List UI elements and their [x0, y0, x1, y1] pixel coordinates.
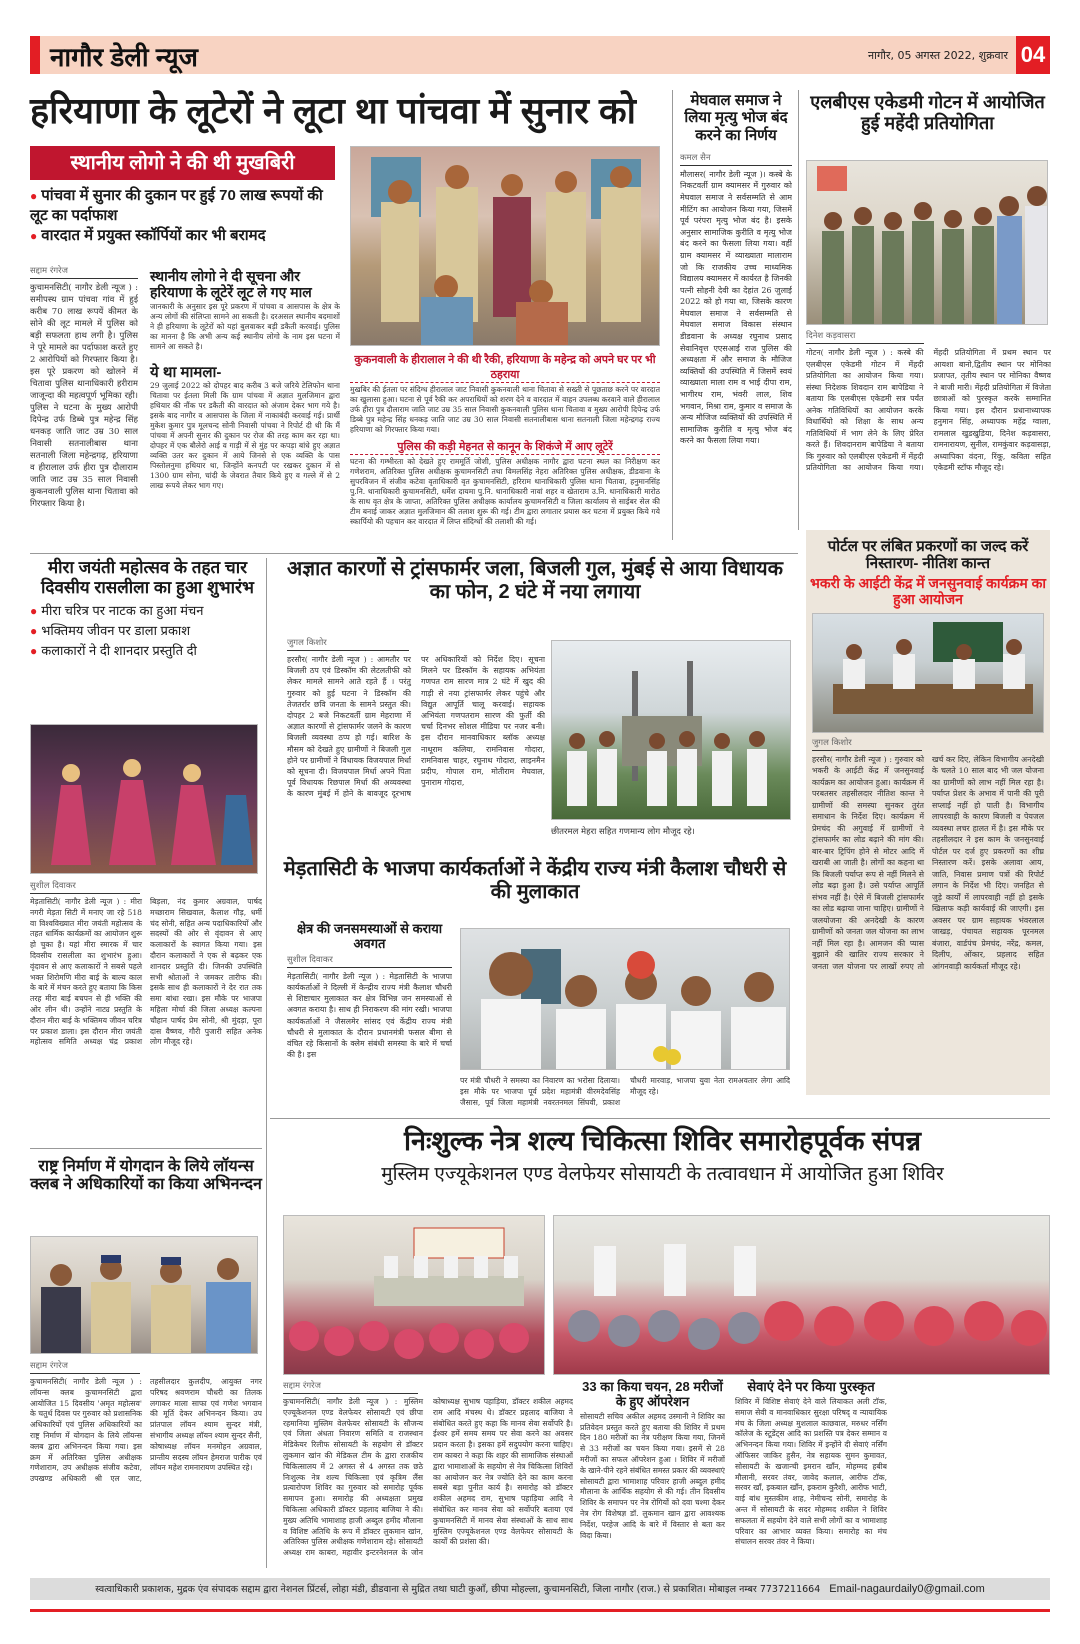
lead-kicker: स्थानीय लोगो ने की थी मुखबिरी	[30, 146, 335, 180]
eye-camp-byline: सद्दाम रंगरेज	[283, 1380, 418, 1394]
meghwal-story	[680, 92, 792, 541]
section-divider	[30, 1148, 262, 1149]
meghwal-body: मौलासर( नागौर डेली न्यूज )। कस्बे के निकटवर्ती ग्राम क्यामसर में गुरुवार को मेघवाल समाज ने सर्वसम्मति से आम मीटिंग का आयोजन किया गया, जिसमें पूर्व परंपरा मृत्यु भोज बंद है। इसके अनुसार सामाजिक कुरीति व मृत्यु भोज बंद करने का फैसला लिया गया। वहीं ग्राम क्यामसर में व्याख्याता मालाराम जो कि राजकीय उच्च माध्यमिक विद्यालय क्यामसर में कार्यरत है जिनकी पत्नी सोहनी देवी का देहांत 26 जुलाई 2022 को हो गया था, जिसके कारण मेघवाल समाज ने सर्वसम्मति से मेघवाल समाज विकास संस्थान डीडवाना के अध्यक्ष रघुनाथ प्रसाद सेवानिवृत्त एएसआई राज पुलिस की अध्यक्षता में और समाज के मौजिज व्यक्तियों की उपस्थिति में जिसमें स्वयं व्याख्याता माला राम व भाई दीपा राम, भागीरथ राम, भंवरी लाल, शिव भगवान, मिश्रा राम, कुमार व समाज के अन्य मौजिज व्यक्तियों की उपस्थिति में सामाजिक कुरीति व मृत्यु भोज बंद करने का फैसला लिया गया।	[680, 169, 792, 446]
patients-illustration	[554, 1216, 1050, 1375]
lions-byline: सद्दाम रंगरेज	[30, 1360, 140, 1374]
portal-byline: जुगल किशोर	[812, 737, 922, 751]
eye-camp-body: कुचामनसिटी( नागौर डेली न्यूज ) : मुस्लिम एज्यूकेशनल एण्ड वेलफेयर सोसायटी एवं छीपा रहमानिया मुस्लिम वेलफेयर सोसायटी के सौजन्य एवं जिला अंधता निवारण समिति व राजस्थान मेडिकेयर रिलीफ सोसायटी के सहयोग से डॉक्टर लुकमान खांन की मेडिकल टीम के द्वारा राजकीय चिकित्सालय में 2 अगस्त से 4 अगस्त तक छठे निःशुल्क नेत्र शल्य चिकित्सा एवं कृत्रिम लैंस प्रत्यारोपण शिविर का गुरुवार को समारोह पूर्वक समापन हुआ। समारोह की अध्यक्षता प्रमुख चिकित्सा अधिकारी डॉक्टर प्रहलाद बाजिया ने की। मुख्य अतिथि भामाशाह हाजी अब्दुल हमीद मौलाना व विशिष्ट अतिथि के रूप में डॉक्टर लुकमान खांन, अतिरिक्त पुलिस अधीक्षक गणेशाराम रहे। सोसायटी अध्यक्ष राम काबरा, महावीर इन्टरनेशनल के जोन कोषाध्यक्ष सुभाष पहाड़िया, डॉक्टर शकील अहमद राम आदि मंचस्थ थे। डॉक्टर प्रहलाद बाजिया ने संबोधित करते हुए कहा कि मानव सेवा सर्वोपरि है। ईश्वर हमें समय समय पर सेवा करने का अवसर प्रदान करता है। इसका हमें सदुपयोग करना चाहिए। राम काबरा ने कहा कि शहर की सामाजिक संस्थाओं द्वारा भामाशाओं के सहयोग से नेत्र चिकित्सा शिविरों का आयोजन कर नेत्र ज्योति देने का काम करना सबसे बड़ा पुनीत कार्य है। समारोह को डॉक्टर शकील अहमद राम, सुभाष पहाड़िया आदि ने संबोधित कर मानव सेवा को सर्वोपरि बताया एवं कुचामनसिटी में मानव सेवा संस्थाओं के साथ साथ मुस्लिम एज्यूकेशनल एण्ड वेलफेयर सोसायटी के कार्यों की प्रशंसा की।	[283, 1397, 573, 1558]
section-divider	[30, 553, 798, 554]
transformer-illustration	[552, 641, 791, 820]
page-number: 04	[1016, 36, 1050, 74]
eye-camp-sub2-body-continued	[895, 1380, 1050, 1570]
transformer-text	[287, 637, 545, 844]
lead-side-body: जानकारी के अनुसार इस पूरे प्रकरण में पांचवा व आसपास के क्षेत्र के अन्य लोगों की संलिप्ता सामने आ सकती है। दरअसल स्थानीय बदमाशों ने ही हरियाणा के लूटेरों को यहां बुलवाकर बड़ी डकैती करवाई। पुलिस का मानना है कि अभी अन्य कई स्थानीय लोगो के नाम इस घटना में सामने आ सकते है।	[150, 302, 340, 352]
case-headline: ये था मामला-	[150, 364, 222, 382]
eye-camp-photo-patients	[553, 1215, 1050, 1375]
lead-headline: हरियाणा के लूटेरों ने लूटा था पांचवा में सुनार को	[30, 90, 637, 131]
eye-camp-headline: निःशुल्क नेत्र शल्य चिकित्सा शिविर समारोहपूर्वक संपन्न	[403, 1126, 922, 1156]
lead-column	[30, 265, 138, 567]
lions-headline: राष्ट्र निर्माण में योगदान के लिये लॉयन्स क्लब ने अधिकारियों का किया अभिनन्दन	[30, 1158, 262, 1194]
meghwal-byline: कमल सैन	[680, 152, 792, 166]
masthead	[30, 36, 1050, 74]
lions-text	[30, 1360, 262, 1572]
section-divider	[270, 1118, 1050, 1119]
bjp-body: मेड़तासिटी( नागौर डेली न्यूज ) : मेड़तासिटी के भाजपा कार्यकर्ताओं ने दिल्ली में केन्द्रीय राज्य मंत्री कैलाश चौधरी से शिष्टाचार मुलाकात कर क्षेत्र विभिन्न जन समस्याओं से अवगत कराया है। साथ ही निराकरण की मांग रखी। भाजपा कार्यकर्ताओं ने जैसलमेर सांसद एवं केंद्रीय राज्य मंत्री चौधरी से मुलाकात के दौरान प्रधानमंत्री फसल बीमा से वंचित रहे किसानों के क्लेम संबंधी समस्या के बारे में चर्चा की है। इस	[287, 971, 452, 1060]
meera-byline: सुशील दिवाकर	[30, 880, 140, 894]
eye-camp-text	[283, 1380, 573, 1577]
paper-name: नागौर डेली न्यूज	[50, 42, 198, 72]
meera-body: मेड़तासिटी( नागौर डेली न्यूज ) : मीरा नगरी मेड़ता सिटी में मनाए जा रहे 518 वा विश्वविख्यात मीरा जयंती महोत्सव के तहत धार्मिक कार्यक्रमों का आयोजन शुरू हो चुका है। यहां मीरा स्मारक में चार दिवसीय रासलीला का शुभारंभ हुआ। वृंदावन से आए कलाकारों ने सबसे पहले भक्त शिरोमणि मीरा बाई के बाल्य काल के बारे में मंचन करते हुए बताया कि किस तरह मीरा बाई बचपन से ही भक्ति की ओर लीन थी। उन्होंने नाट्य प्रस्तुति के दौरान मीरा बाई के भक्तिमय जीवन चरित्र पर प्रकाश डाला। इस दौरान मीरा जयंती महोत्सव समिति अध्यक्ष चंद्र प्रकाश बिड़ला, नंद कुमार अग्रवाल, पार्षद मच्छाराम सिखवाल, कैलाश गौड़, धर्मी चंद सोनी, सहित अन्य पदाधिकारियों और सदस्यों की ओर से वृंदावन से आए कलाकारों के स्वागत किया गया। इस दौरान कलाकारों ने एक से बढ़कर एक शानदार प्रस्तुति दी। जिनकी उपस्थिति सभी श्रोताओं ने जमकर तारीफ की। इसके साथ ही कलाकारों ने देर रात तक समा बांधा रखा। इस मौके पर भाजपा महिला मोर्चा की जिला अध्यक्ष कल्पना चौहान पार्षद प्रेम सोनी, श्री मुंदड़ा, पूरा दास वैष्णव, गौरी पुजारी सहित अनेक लोग मौजूद रहे।	[30, 897, 262, 1047]
footer-imprint	[30, 1578, 1050, 1600]
lions-photo	[30, 1236, 258, 1354]
bjp-headline: मेड़तासिटी के भाजपा कार्यकर्ताओं ने केंद्रीय राज्य मंत्री कैलाश चौधरी से की मुलाकात	[283, 858, 787, 903]
footer-email[interactable]: Email-nagaurdaily0@gmail.com	[829, 1583, 985, 1595]
meera-bullet: ● मीरा चरित्र पर नाटक का हुआ मंचन	[30, 601, 265, 621]
eye-camp-sub1	[580, 1380, 725, 1562]
transformer-caption: छीतरमल मेहरा सहित गणमान्य लोग मौजूद रहे।	[551, 827, 695, 837]
eye-camp-sub2-body: शिविर में विशिष्ट सेवाएं देने वाले लियाकत अली टॉक, समाज सेवी व मानवाधिकार सुरक्षा परिषद् व न्यायायिक मंच के जिला अध्यक्ष मुशलाल काछवाल, मरुधर नर्सिंग कॉलेज के स्टूडेंट्स आदि का प्रशस्ति पत्र देकर सम्मान व अभिनन्दन किया गया। शिविर में इन्होंने दी सेवाएं नर्सिंग ऑफिसर जाकिर हुसैन, नेत्र सहायक सुमन कुमावत, सोसायटी के खजान्ची इमरान खाँन, मोहम्मद हबीब मौलानी, सरवर तंवर, जावेद कलाल, आरीफ टॉक, सरवर खाँ, इकबाल खाँन, इकराम कुरैशी, आरीफ भाटी, वाई बांध मुस्तकीम शाह, नेमीचन्द सोनी, समारोह के अन्त में सोसायटी के सदर मोहम्मद शकील ने शिविर सफलता में सहयोग देने वाले सभी लोगों का व भामाशाह परिवार का आभार व्यक्त किया। समारोह का मंच संचालन सरवर तंवर ने किया।	[735, 1396, 887, 1547]
column-divider	[798, 90, 799, 530]
lead-side-column	[150, 268, 340, 513]
case-body: 29 जुलाई 2022 को दोपहर बाद करीब 3 बजे जरिये टेलिफोन थाना चितावा पर ईतला मिली कि ग्राम पांचवा में अज्ञात मुलजिमान द्वारा हथियार की नौंक पर डकैती की वारदात को अंजाम देकर भाग गये है। इसके बाद नागौर व आसपास के जिला में नाकाबंदी करवाई गई। प्रार्थी मुकेश कुमार पुत्र मूलचन्द सोनी निवासी पांचवा ने रिपोर्ट दी थी कि मैं पांचवा में अपनी सुनार की दुकान पर रोज की तरह काम कर रहा था। दोपहर में एक बौलेरो आई व गाड़ी में से मुंह पर कपड़ा बांधे हुए अज्ञात व्यक्ति उतर कर दुकान में आये जिनसे से एक व्यक्ति के पास पिस्तोलनुमा हथियार था, जिन्होंने कनपटी पर रखकर दुकान में से 1300 ग्राम सोना, चांदी के जेवरात तैयार किये हुए व गल्ले में से 2 लाख रूपये लेकर भाग गए।	[150, 381, 340, 491]
lead-sub2-headline: पुलिस की कड़ी मेहनत से कानून के शिकंजे में आए लूटेरें	[350, 439, 660, 455]
mehndi-body: गोटन( नागौर डेली न्यूज ) : कस्बे की एलबीएस एकेडमी गोटन में मेंहदी प्रतियोगिता का आयोजन किया गया। संस्था निदेशक शिवदान राम बापेडिया ने बताया कि एलबीएस एकेडमी सत्र पर्यंत अनेक गतिविधियों का आयोजन करके विधार्थियो को शिक्षा के साथ अन्य गतिविधियों में भाग लेने के लिए प्रेरित करते हैं। शिवदानराम बापेडिया ने बताया कि गुरुवार को एलबीएस एकेडमी में मेंहदी प्रतियोगिता का आयोजन किया गया। मेंहदी प्रतियोगिता में प्रथम स्थान पर आयशा बानो,द्वितीय स्थान पर मोनिका प्रजापत, तृतीय स्थान पर मोनिका वैष्णव ने बाजी मारी। मेंहदी प्रतियोगिता में विजेता छात्राओं को पुरस्कृत करके सम्मानित किया गया। इस दौरान प्रधानाध्यापक हनुमान सिंह, अध्यापक महेंद्र ग्वाला, रामलाल खुडखुडिया, दिनेश कड़वासरा, रामनारायण, सुनील, रामकुंवार कड़वासड़ा, अध्यापिका वंदना, रिंकू, कविता सहित एकेडमी स्टॉफ मौजूद रहे।	[806, 348, 1051, 472]
masthead-accent-bar	[30, 36, 40, 74]
footer-imprint-text: स्वत्वाधिकारी प्रकाशक, मुद्रक एंव संपादक सद्दाम द्वारा नेशनल प्रिंटर्स, लोहा मंडी, डीडवाना से मुद्रित तथा घाटी कुआँ, छीपा मोहल्ला, कुचामनसिटी, जिला नागौर (राज.) से प्रकाशित। मोबाइल नम्बर 7737211664	[95, 1584, 821, 1595]
minister-meeting-illustration	[461, 929, 790, 1070]
transformer-photo	[551, 640, 791, 820]
portal-story	[806, 530, 1050, 1095]
eye-camp-photo-stage	[283, 1215, 545, 1375]
students-group-illustration	[807, 161, 1048, 325]
bjp-byline: सुशील दिवाकर	[287, 954, 452, 968]
bjp-body-continued: पर मंत्री चौधरी ने समस्या का निवारण का भरोसा दिलाया। इस मौके पर भाजपा पूर्व प्रदेश महामंत्री वीरमदेवसिंह जैसास, पूर्व जिला महामंत्री नवरतनमल सिंघवी, प्रकाश चौधरी मारवाड़, भाजपा युवा नेता रामअवतार लेगा आदि मौजूद रहे।	[460, 1076, 790, 1107]
meeting-illustration	[813, 614, 1043, 733]
bjp-text	[287, 922, 452, 1121]
police-group-illustration	[351, 147, 660, 346]
lead-subsection	[350, 352, 660, 537]
stage-audience-illustration	[284, 1216, 545, 1375]
portal-headline: पोर्टल पर लंबित प्रकरणों का जल्द करें निस्तारण- नीतिश कान्त	[827, 538, 1029, 573]
column-divider	[266, 558, 267, 1568]
meghwal-headline: मेघवाल समाज ने लिया मृत्यु भोज बंद करने का निर्णय	[684, 92, 788, 144]
eye-camp-sub2-headline: सेवाएं देने पर किया पुरस्कृत	[747, 1379, 875, 1394]
meera-bullets	[30, 601, 265, 661]
mehndi-headline: एलबीएस एकेडमी गोटन में आयोजित हुई महेंदी प्रतियोगिता	[810, 92, 1045, 133]
mehndi-column-1	[806, 330, 1051, 527]
dateline: नागौर, 05 अगस्त 2022, शुक्रवार	[867, 49, 1008, 62]
mehndi-byline: दिनेश कड़वासरा	[806, 330, 924, 344]
lead-body: कुचामनसिटी( नागौर डेली न्यूज ) : समीपस्थ ग्राम पांचवा गांव में हुई करीब 70 लाख रूपयें कीमत के सोने की लूट मामले में पुलिस को बड़ी सफलता हाथ लगी है। पुलिस ने पूरे मामले का पर्दाफाश करते हुए 2 आरोपियों को गिरफ्तार किया है। इस पूरे प्रकरण को खोलने में चितावा पुलिस थानाधिकारी हरीराम जाजून्दा की महत्वपूर्ण भूमिका रही। पुलिस ने घटना के मुख्य आरोपी दिपेन्द्र उर्फ डिब्बे पुत्र महेन्द्र सिंह धनकड़ जाति जाट उम्र 30 साल निवासी सतनालीबास थाना सतनाली जिला महेन्द्रगढ़, हरियाणा व हीरालाल उर्फ हीरा पुत्र दौलाराम जाति जाट उम्र 35 साल निवासी कुकनवाली पुलिस थाना चितावा को गिरफ्तार किया है।	[30, 283, 138, 509]
transformer-byline: जुगल किशोर	[287, 637, 409, 651]
lead-bullets	[30, 186, 340, 246]
lead-sub1-headline: कुकनवाली के हीरालाल ने की थी रैकी, हरियाणा के महेन्द्र को अपने घर पर भी ठहराया	[350, 352, 660, 383]
meera-photo-raasleela	[30, 724, 258, 874]
meera-story	[30, 558, 265, 661]
portal-text-area	[812, 737, 1044, 1114]
portal-photo	[812, 613, 1044, 733]
meera-bullet: ● कलाकारों ने दी शानदार प्रस्तुति दी	[30, 641, 265, 661]
mehndi-photo	[806, 160, 1048, 325]
transformer-body: हरसौर( नागौर डेली न्यूज ) : आमतौर पर बिजली ठप एवं डिस्कॉम की लेटलतीफी को लेकर मामले सामने आते रहते हैं । परंतु गुरुवार को हुई घटना ने डिस्कॉम की तेजतर्रार छवि जनता के सामने प्रस्तुत की। दोपहर 2 बजे निकटवर्ती ग्राम मेहराणा में अज्ञात कारणों से ट्रांसफार्मर जलने के कारण बिजली व्यवस्था ठप्प हो गई। बारिश के मौसम को देखते हुए ग्रामीणों ने बिजली गुल होने पर ग्रामीणों ने विधायक विजयपाल मिर्धा को सूचना दी। विजयपाल मिर्धा अपने पिता पूर्व विधायक रिछपाल मिर्धा की अव्यवस्था के कारण मुंबई में होने के बावजूद दूरभाष पर अधिकारियों को निर्देश दिए। सूचना मिलने पर डिस्कॉम के सहायक अभियंता गणपत राम सारण मात्र 2 घंटे में खुद की गाड़ी से नया ट्रांसफार्मर लेकर पहुंचे और विद्युत आपूर्ति चालू करवाई। सहायक अभियंता गणपतराम सारण की फुर्ती की चर्चा दिनभर सोशल मीडिया पर नजर बनी। इस दौरान मानवाधिकार ब्लॉक अध्यक्ष नाथूराम कलिया, रामनिवास गोदारा, रामनिवास चाहर, रघुनाथ गोदारा, लाइनमैन प्रदीप, गोपाल राम, मोतीराम मेघवाल, पुनाराम गोदारा,	[287, 655, 545, 799]
footer-rule	[30, 1609, 1050, 1612]
meera-headline: मीरा जयंती महोत्सव के तहत चार दिवसीय रासलीला का हुआ शुभारंभ	[41, 558, 254, 597]
bjp-photo	[460, 928, 790, 1070]
lead-byline: सद्दाम रंगरेज	[30, 265, 138, 279]
transformer-headline: अज्ञात कारणों से ट्रांसफार्मर जला, बिजली गुल, मुंबई से आया विधायक का फोन, 2 घंटे में नया लगाया	[286, 558, 784, 603]
bjp-subhead: क्षेत्र की जनसमस्याओं से कराया अवगत	[296, 921, 443, 951]
eye-camp-subhead: मुस्लिम एज्यूकेशनल एण्ड वेलफेयर सोसायटी के तत्वावधान में आयोजित हुआ शिविर	[381, 1164, 944, 1185]
lions-body: कुचामनसिटी( नागौर डेली न्यूज ) : लॉयन्स क्लब कुचामनसिटी द्वारा आयोजित 15 दिवसीय 'अमृत महोत्सव' के चतुर्थ दिवस पर गुरुवार को प्रशासनिक अधिकारियों एवं पुलिस अधिकारियों का राष्ट्र निर्माण में योगदान के लिये लॉयन्स क्लब द्वारा अभिनन्दन किया गया। इस क्रम में अतिरिक्त पुलिस अधीक्षक गणेशाराम, उप अधीक्षक संजीव कटेवा, उपखण्ड अधिकारी श्री एल जाट, तहसीलदार कुलदीप, आयुक्त नगर परिषद श्रवणराम चौधरी का तिलक लगाकर माला साफा एवं गणेश भगवान की मूर्ति देकर अभिनन्दन किया। उप प्रांतपाल लॉयन श्याम सुन्दर मंत्री, संभागीय अध्यक्ष लॉयन श्याम सुन्दर सैनी, कोषाध्यक्ष लॉयन मनमोहन अग्रवाल, प्रान्तीय सदस्य लॉयन हेमराज पारीक एवं लॉयन महेश रामनारायण उपस्थित रहे।	[30, 1377, 262, 1484]
lead-side-headline: स्थानीय लोगो ने दी सूचना और हरियाणा के लूटेरें लूट ले गए माल	[150, 268, 312, 301]
lead-sub2-body: घटना की गम्भीरता को देखते हुए राममूर्ति जोशी, पुलिस अधीक्षक नागौर द्वारा घटना स्थल का निरीक्षण कर गणेशराम, अतिरिक्त पुलिस अधीक्षक कुचामनसिटी तथा विमलसिंह नेहरा अतिरिक्त पुलिस अधीक्षक, डीडवाना के सुपरविजन में संजीव कटेवा वृताधिकारी वृत कुचामनसिटी, हरिराम थानाधिकारी पुलिस थाना चितावा, हनुमानसिंह पु.नि. थानाधिकारी कुचामनसिटी, धर्मेश दायमा पु.नि. थानाधिकारी नावां शहर व खेताराम उ.नि. थानाधिकारी मारोठ के साथ वृत क्षेत्र के जाप्ता, अतिरिक्त पुलिस अधीक्षक कार्यालय कुचामनसिटी व जिला कार्यालय से साईबर सेल की टीम बनाई जाकर अज्ञात मुलजिमान की तलाश शुरू की गई। टीम द्वारा लगातार प्रयास कर घटना में प्रयुक्त किये गये स्कार्पियो की पहचान कर वारदात में लिप्त संदिग्धों की तलाशी की गई।	[350, 457, 660, 526]
eye-camp-sub2	[735, 1380, 887, 1547]
meera-text	[30, 880, 262, 1087]
portal-subhead: भकरी के आईटी केंद्र में जनसुनवाई कार्यक्रम का हुआ आयोजन	[809, 574, 1047, 607]
dancers-illustration	[31, 725, 258, 874]
eye-camp-sub1-headline: 33 का किया चयन, 28 मरीजों के हुए ऑपरेशन	[582, 1379, 723, 1409]
meera-bullet: ● भक्तिमय जीवन पर डाला प्रकाश	[30, 621, 265, 641]
eye-camp-sub1-body: सोसायटी सचिव अकील अहमद उस्मानी ने शिविर का प्रतिवेदन प्रस्तुत करते हुए बताया की शिविर में प्रथम दिन 180 मरीजों का नेत्र परीक्षण किया गया, जिनमें से 33 मरीजों का चयन किया गया। इसमें से 28 मरीजों का सफल ऑपरेशन हुआ । शिविर में मरीजों के खाने-पीने रहने संबंधित समस्त प्रकार की व्यवस्थाएं सोसायटी द्वारा भामाशाह परिवार हाजी अब्दुल हमीद मौलाना के आर्थिक सहयोग से की गई। तीन दिवसीय शिविर के समापन पर नेत्र रोगियों को दवा चश्मा देकर नेत्र रोग विशेषज्ञ डॉ. लुकमान खान द्वारा आवश्यक निर्देश, परहेज आदि के बारे में विस्तार से बता कर विदा किया।	[580, 1411, 725, 1540]
column-divider	[672, 90, 673, 540]
lead-bullet: ● वारदात में प्रयुक्त स्कॉर्पियों कार भी बरामद	[30, 226, 340, 246]
felicitation-illustration	[31, 1237, 258, 1354]
portal-body: हरसौर( नागौर डेली न्यूज ) : गुरुवार को भकरी के आईटी केंद्र में जनसुनवाई कार्यक्रम का आयोजन हुआ। कार्यक्रम में परबतसर तहसीलदार नीतिश कान्त ने ग्रामीणों की समस्या सुनकर तुरंत समाधान के निर्देश दिए। कार्यक्रम में प्रेमचंद की अगुवाई में ग्रामीणों ने ट्रांसफार्मर का लोड बढ़ाने की मांग की। बार-बार ट्रिपिंग होने से मोटर आदि में खराबी आ जाती है। लोगों का कहना था कि बिजली पर्याप्त रूप से नहीं मिलने से लोड बढ़ा हुआ है। उसे पर्याप्त आपूर्ति संभव नहीं है। ऐसे में बिजली ट्रांसफार्मर का लोड बढ़ाया जाना चाहिए। ग्रामीणों ने जलयोजना की अनदेखी के कारण ग्रामीणों को जनता जल योजना का लाभ नहीं मिल रहा है। आमजन की प्यास बुझाने की खातिर राज्य सरकार ने जनता जल योजना पर लाखों रुपए तो खर्च कर दिए, लेकिन विभागीय अनदेखी के चलते 10 साल बाद भी जल योजना का ग्रामीणों को लाभ नहीं मिल रहा है। पर्याप्त प्रेशर के अभाव में पानी की पूरी सप्लाई नहीं हो पाती है। विभागीय लापरवाही के कारण बिजली व पेयजल व्यवस्था लचर हालत में है। इस मौके पर तहसीलदार ने इस काम के जनसुनवाई पोर्टल पर दर्ज हुए प्रकरणों का शीघ्र निस्तारण करें। इसके अलावा आय, जाति, निवास प्रमाण पत्रों की रिपोर्ट लगान के निर्देश भी दिए। जनहित से जुड़े कार्यों में लापरवाही नहीं हो इसके खिलाफ कड़ी कार्यवाई की जाएगी। इस अवसर पर ग्राम सहायक भंवरलाल जाखड़, पंचायत सहायक पूरनमल बंजारा, वार्डपंच प्रेमचंद, नरेंद्र, कमल, दिलीप, ओंकार, प्रहलाद सहित आंगनवाड़ी कार्यकर्ता मौजूद रहे।	[812, 754, 1044, 971]
lead-bullet: ● पांचवा में सुनार की दुकान पर हुई 70 लाख रूपयों की लूट का पर्दाफाश	[30, 186, 340, 226]
lead-sub1-body: मुखबिर की ईतला पर संदिग्ध हीरालाल जाट निवासी कुकनवाली थाना चितावा से सख्ती से पूछताछ करने पर वारदात का खुलासा हुआ। घटना से पूर्व रैकी कर अपराधियों को शरण देने व वारदात में वाहन उपलब्ध करवाने वाले हीरालाल उर्फ हीरा पुत्र दौलाराम जाति जाट उम्र 35 साल निवासी कुकनवाली पुलिस थाना चितावा व मुख्य आरोपी दिपेन्द्र उर्फ डिब्बे पुत्र महेन्द्र सिंह धनकड़ जाति जाट उम्र 30 साल निवासी सतनालीबास थाना सतनाली जिला महेन्द्रगढ़ राज्य हरियाणा को गिरफ्तार किया गया।	[350, 385, 660, 434]
lead-photo-police-arrest	[350, 146, 660, 346]
